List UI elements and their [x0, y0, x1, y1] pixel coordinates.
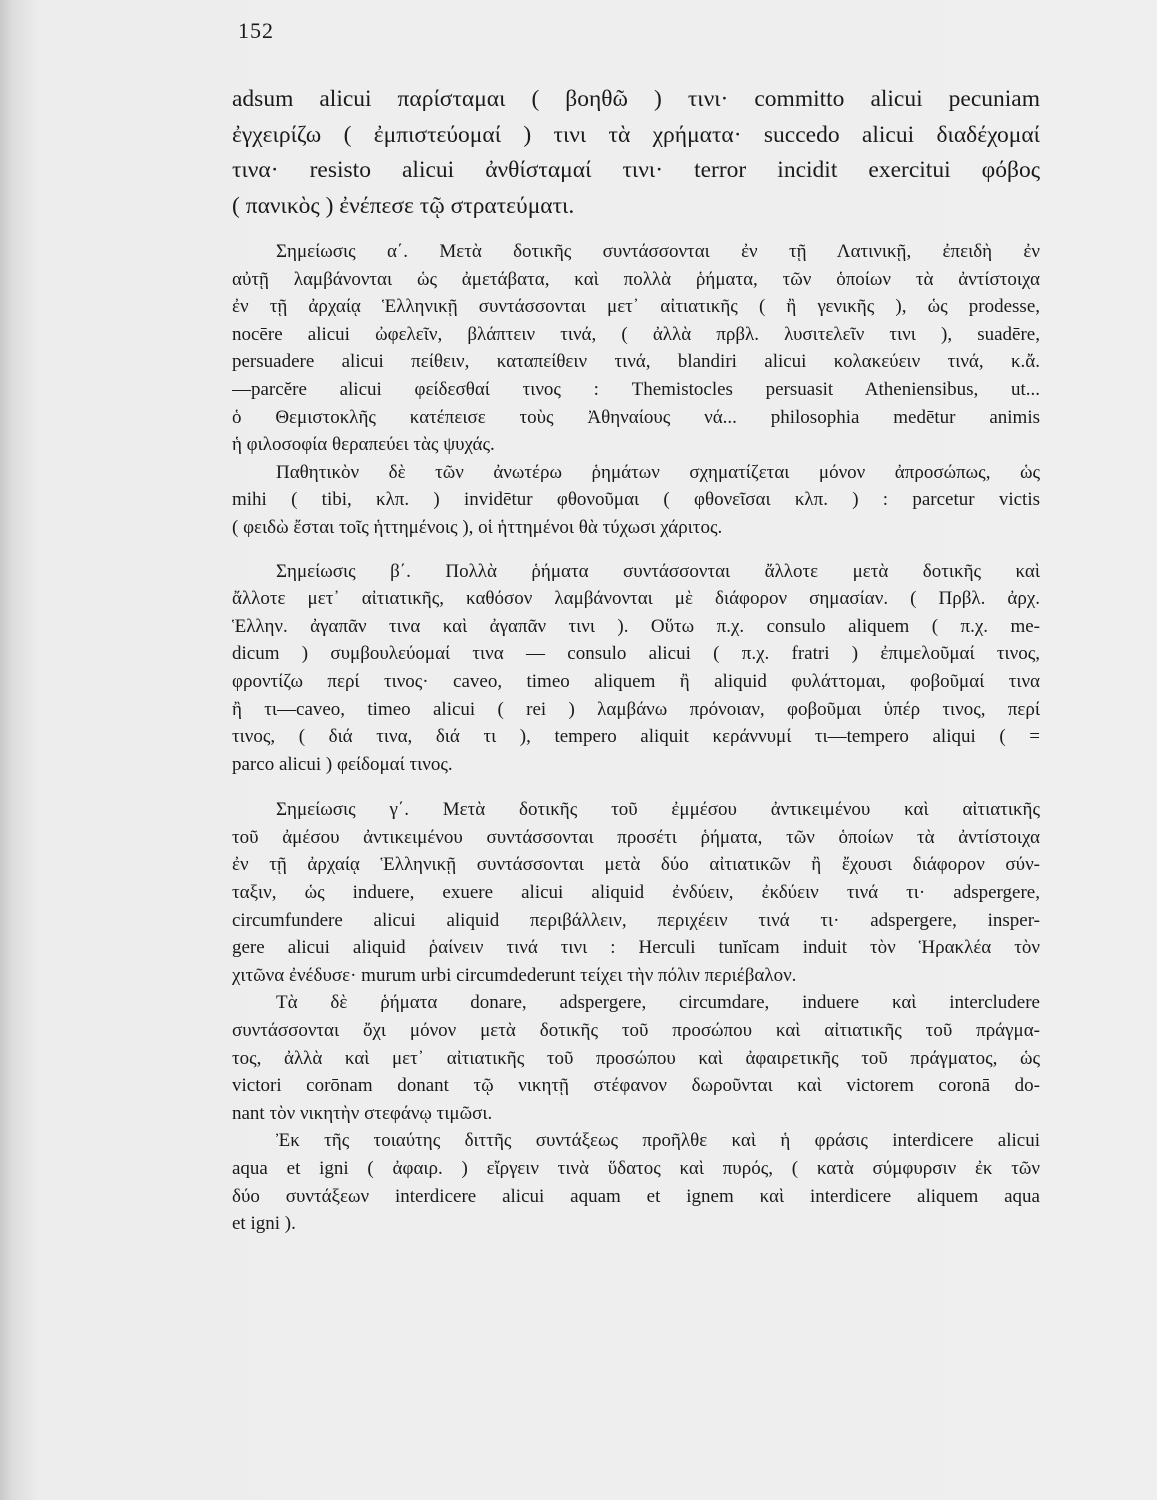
text-line: τινος, ( διά τινα, διά τι ), tempero aliquit κεράννυμί τι—tempero aliqui ( = — [232, 726, 1040, 748]
text-line: αὐτῇ λαμβάνονται ὡς ἀμετάβατα, καὶ πολλὰ ῥήματα, τῶν ὁποίων τὰ ἀντίστοιχα — [232, 268, 1040, 290]
text-line: ὁ Θεμιστοκλῆς κατέπεισε τοὺς Ἀθηναίους νά... philosophia medētur animis — [232, 406, 1040, 428]
text-line: τοῦ ἀμέσου ἀντικειμένου συντάσσονται προσέτι ῥήματα, τῶν ὁποίων τὰ ἀντίστοιχα — [232, 826, 1040, 848]
text-line: ( πανικὸς ) ἐνέπεσε τῷ στρατεύματι. — [232, 192, 575, 219]
text-line: adsum alicui παρίσταμαι ( βοηθῶ ) τινι· committo alicui pecuniam — [232, 86, 1040, 112]
interdicere-paragraph — [232, 1127, 1040, 1237]
text-line: ἢ τι—caveo, timeo alicui ( rei ) λαμβάνω πρόνοιαν, φοβοῦμαι ὑπέρ τινος, περί — [232, 698, 1040, 720]
text-line: aqua et igni ( ἀφαιρ. ) εἴργειν τινὰ ὕδατος καὶ πυρός, ( κατὰ σύμφυρσιν ἐκ τῶν — [232, 1158, 1040, 1179]
passive-paragraph — [232, 459, 1040, 542]
text-line: Σημείωσις α΄. Μετὰ δοτικῆς συντάσσονται ἐν τῇ Λατινικῇ, ἐπειδὴ ἐν — [276, 241, 1040, 262]
text-line: ἄλλοτε μετ᾽ αἰτιατικῆς, καθόσον λαμβάνονται μὲ διάφορον σημασίαν. ( Πρβλ. ἀρχ. — [232, 588, 1040, 610]
text-line: δύο συντάξεων interdicere alicui aquam et ignem καὶ interdicere aliquem aqua — [232, 1185, 1040, 1207]
page-text — [232, 82, 1040, 1238]
text-line: ταξιν, ὡς induere, exuere alicui aliquid ἐνδύειν, ἐκδύειν τινά τι· adspergere, — [232, 882, 1040, 904]
text-line: Παθητικὸν δὲ τῶν ἀνωτέρω ῥημάτων σχηματίζεται μόνον ἀπροσώπως, ὡς — [276, 461, 1040, 483]
text-line: parco alicui ) φείδομαί τινος. — [232, 753, 453, 775]
text-line: nocēre alicui ὠφελεῖν, βλάπτειν τινά, ( ἀλλὰ πρβλ. λυσιτελεῖν τινι ), suadēre, — [232, 323, 1040, 345]
text-line: gere alicui aliquid ῥαίνειν τινά τινι : Herculi tunĭcam induit τὸν Ἡρακλέα τὸν — [232, 937, 1040, 959]
text-line: dicum ) συμβουλεύομαί τινα — consulo alicui ( π.χ. fratri ) ἐπιμελοῦμαί τινος, — [232, 643, 1040, 665]
note-alpha-paragraph — [232, 238, 1040, 459]
text-line: mihi ( tibi, κλπ. ) invidētur φθονοῦμαι ( φθονεῖσαι κλπ. ) : parcetur victis — [232, 489, 1040, 511]
text-line: χιτῶνα ἐνέδυσε· murum urbi circumdederunt τείχει τὴν πόλιν περιέβαλον. — [232, 964, 797, 986]
text-line: et igni ). — [232, 1213, 296, 1235]
text-line: nant τὸν νικητὴν στεφάνῳ τιμῶσι. — [232, 1102, 493, 1124]
text-line: Τὰ δὲ ῥήματα donare, adspergere, circumdare, induere καὶ intercludere — [276, 992, 1040, 1014]
text-line: ἡ φιλοσοφία θεραπεύει τὰς ψυχάς. — [232, 434, 495, 456]
text-line: συντάσσονται ὄχι μόνον μετὰ δοτικῆς τοῦ προσώπου καὶ αἰτιατικῆς τοῦ πράγμα- — [232, 1020, 1040, 1042]
intro-paragraph — [232, 82, 1040, 224]
text-line: Σημείωσις β΄. Πολλὰ ῥήματα συντάσσονται ἄλλοτε μετὰ δοτικῆς καὶ — [276, 560, 1040, 582]
text-line: Ἑλλην. ἀγαπᾶν τινα καὶ ἀγαπᾶν τινι ). Οὕτω π.χ. consulo aliquem ( π.χ. me- — [232, 615, 1040, 637]
text-line: victori corōnam donant τῷ νικητῇ στέφανον δωροῦνται καὶ victorem coronā do- — [232, 1075, 1040, 1097]
text-line: persuadere alicui πείθειν, καταπείθειν τινά, blandiri alicui κολακεύειν τινά, κ.ἄ. — [232, 351, 1040, 373]
note-beta-paragraph — [232, 558, 1040, 779]
page-number: 152 — [238, 18, 274, 43]
text-line: ἐν τῇ ἀρχαίᾳ Ἑλληνικῇ συντάσσονται μετὰ δύο αἰτιατικῶν ἢ ἔχουσι διάφορον σύν- — [232, 854, 1040, 876]
text-line: φροντίζω περί τινος· caveo, timeo aliquem ἢ aliquid φυλάττομαι, φοβοῦμαί τινα — [232, 670, 1040, 692]
text-line: ( φειδὼ ἔσται τοῖς ἡττημένοις ), οἱ ἡττημένοι θὰ τύχωσι χάριτος. — [232, 516, 723, 538]
text-line: ἐν τῇ ἀρχαίᾳ Ἑλληνικῇ συντάσσονται μετ᾽ αἰτιατικῆς ( ἢ γενικῆς ), ὡς prodesse, — [232, 296, 1040, 318]
text-line: τινα· resisto alicui ἀνθίσταμαί τινι· terror incidit exercitui φόβος — [232, 157, 1040, 183]
text-line: circumfundere alicui aliquid περιβάλλειν, περιχέειν τινά τι· adspergere, insper- — [232, 909, 1040, 931]
note-gamma-paragraph — [232, 796, 1040, 989]
text-line: —parcĕre alicui φείδεσθαί τινος : Themistocles persuasit Atheniensibus, ut... — [232, 378, 1040, 400]
text-line: Σημείωσις γ΄. Μετὰ δοτικῆς τοῦ ἐμμέσου ἀντικειμένου καὶ αἰτιατικῆς — [276, 799, 1040, 821]
text-line: Ἐκ τῆς τοιαύτης διττῆς συντάξεως προῆλθε καὶ ἡ φράσις interdicere alicui — [276, 1130, 1040, 1152]
text-line: ἐγχειρίζω ( ἐμπιστεύομαί ) τινι τὰ χρήματα· succedo alicui διαδέχομαί — [232, 121, 1040, 148]
donare-paragraph — [232, 989, 1040, 1127]
text-line: τος, ἀλλὰ καὶ μετ᾽ αἰτιατικῆς τοῦ προσώπου καὶ ἀφαιρετικῆς τοῦ πράγματος, ὡς — [232, 1047, 1040, 1069]
